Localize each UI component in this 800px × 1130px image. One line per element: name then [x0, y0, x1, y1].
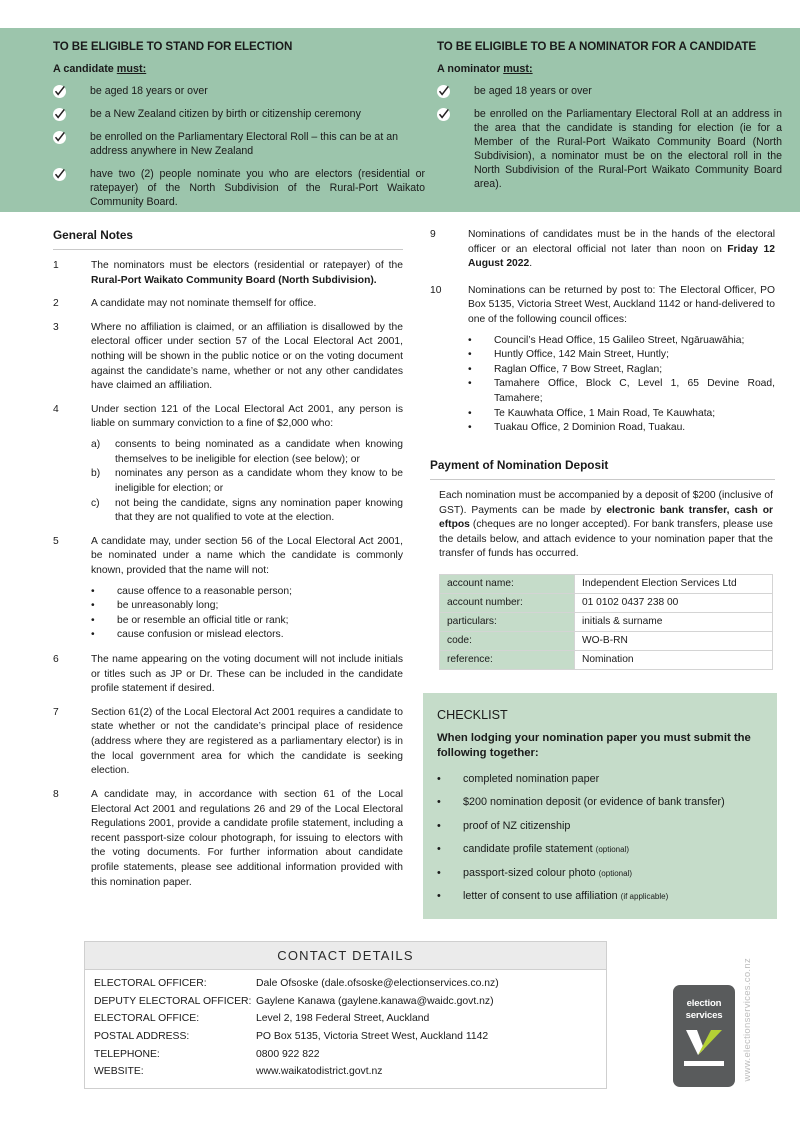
note-number: 3 — [53, 321, 59, 333]
bullet-icon: • — [437, 796, 441, 808]
table-row — [85, 1063, 606, 1081]
contact-rows — [85, 970, 606, 1088]
list-item — [437, 890, 761, 902]
deposit-heading: Payment of Nomination Deposit — [430, 458, 775, 480]
office-text: Raglan Office, 7 Bow Street, Raglan; — [494, 363, 663, 375]
note-8 — [53, 788, 403, 890]
note-2 — [53, 297, 403, 312]
contact-value: www.waikatodistrict.govt.nz — [256, 1066, 383, 1078]
stand-requirements-list — [53, 84, 425, 210]
table-row — [440, 631, 773, 650]
table-row — [440, 593, 773, 612]
note-text — [468, 284, 775, 436]
bullet-icon: • — [468, 422, 472, 434]
nominator-requirements-list — [437, 84, 782, 192]
note-number: 4 — [53, 403, 59, 415]
deposit-payment-methods: electronic bank transfer, cash or eftpos — [439, 504, 773, 531]
bank-field-label: code: — [440, 631, 575, 650]
bullet-icon: • — [468, 363, 472, 375]
checklist-item-text — [463, 867, 632, 879]
sub-label: b) — [91, 468, 101, 480]
contact-value: 0800 922 822 — [256, 1048, 320, 1060]
table-row — [85, 975, 606, 993]
contact-label: TELEPHONE: — [94, 1048, 160, 1060]
note-text-bold: Rural-Port Waikato Community Board (North Subdivision). — [91, 274, 377, 286]
deposit-text-end: (cheques are no longer accepted). For bank transfers, please use the details below, and attach evidence to your nomination paper that the transfer of funds has occurred. — [439, 519, 773, 560]
bullet-icon: • — [437, 866, 441, 879]
bank-field-label: particulars: — [440, 612, 575, 631]
table-row — [440, 574, 773, 593]
stand-subtitle-pre: A candidate — [53, 63, 117, 75]
list-item — [468, 363, 775, 378]
list-item — [437, 843, 761, 855]
council-offices-list — [468, 334, 775, 436]
check-icon — [53, 108, 66, 121]
contact-label: WEBSITE: — [94, 1066, 144, 1078]
bullet-icon: • — [437, 843, 441, 855]
note-number: 1 — [53, 260, 59, 271]
note-text-part: The nominators must be electors (residential or ratepayer) of the — [91, 260, 403, 271]
note-number: 9 — [430, 229, 436, 240]
checklist-item-note: (if applicable) — [620, 892, 669, 901]
deposit-text-part: Each nomination must be accompanied by a deposit of $200 (inclusive of GST). Payments can be made by — [439, 489, 773, 516]
note-1 — [53, 259, 403, 288]
check-icon — [437, 108, 450, 121]
note-text — [91, 535, 403, 643]
contact-value: Gaylene Kanawa (gaylene.kanawa@waidc.govt.nz) — [256, 995, 494, 1007]
bullet-text: be unreasonably long; — [117, 600, 219, 612]
bullet-icon: • — [91, 614, 95, 626]
bullet-icon: • — [468, 378, 472, 390]
note-number: 6 — [53, 654, 59, 666]
list-item — [437, 773, 761, 785]
list-item — [91, 467, 403, 496]
logo-text-line-1: election — [686, 998, 722, 1009]
office-text: Tamahere Office, Block C, Level 1, 65 Devine Road, Tamahere; — [494, 378, 775, 405]
checklist-item-label: proof of NZ citizenship — [463, 819, 571, 832]
note-number: 10 — [430, 284, 442, 296]
note-number: 8 — [53, 788, 59, 800]
note-number: 7 — [53, 706, 59, 718]
bank-field-value: 01 0102 0437 238 00 — [575, 593, 773, 612]
nominator-subtitle — [437, 63, 782, 75]
bullet-text: be or resemble an official title or rank; — [117, 614, 289, 626]
note-5 — [53, 535, 403, 643]
checklist-items — [437, 773, 761, 903]
list-item — [468, 334, 775, 349]
note-text: Where no affiliation is claimed, or an affiliation is disallowed by the electoral officer under section 57 of the Local Electoral Act 2001, nothing will be shown in the public notice or on the voting document against the candidate’s name, whether or not any other candidates have claimed an affiliation. — [91, 321, 403, 392]
note-number: 2 — [53, 298, 59, 310]
checklist-item-label: completed nomination paper — [463, 772, 600, 785]
election-services-logo — [673, 985, 735, 1087]
note-text: Section 61(2) of the Local Electoral Act 2001 requires a candidate to state whether or not the candidate’s principal place of residence (address where they are registered as a parliamentary elector) is in the local government area for which the candidate is seeking election. — [91, 706, 403, 777]
note-7 — [53, 706, 403, 779]
list-item — [468, 377, 775, 406]
checklist-item-label: passport-sized colour photo — [463, 866, 599, 879]
list-item — [437, 820, 761, 832]
note-number: 5 — [53, 535, 59, 547]
check-icon — [437, 85, 450, 98]
list-item — [91, 497, 403, 526]
checklist-panel — [423, 693, 777, 919]
list-item — [91, 599, 403, 614]
checklist-item-text — [463, 796, 725, 808]
requirement-text: be enrolled on the Parliamentary Electoral Roll – this can be at an address anywhere in New Zealand — [90, 131, 398, 158]
list-item — [437, 107, 782, 191]
list-item — [437, 867, 761, 879]
nominator-title: TO BE ELIGIBLE TO BE A NOMINATOR FOR A CANDIDATE — [437, 40, 756, 53]
checklist-item-label: candidate profile statement — [463, 843, 596, 855]
deposit-paragraph — [439, 489, 773, 562]
checklist-item-label: letter of consent to use affiliation — [463, 890, 621, 902]
contact-details-heading: CONTACT DETAILS — [85, 942, 606, 970]
bank-field-label: reference: — [440, 650, 575, 669]
list-item — [437, 84, 782, 98]
bullet-icon: • — [468, 334, 472, 346]
note-lead: Under section 121 of the Local Electoral Act 2001, any person is liable on summary conviction to a fine of $2,000 who: — [91, 403, 403, 430]
office-text: Council’s Head Office, 15 Galileo Street, Ngāruawāhia; — [494, 334, 745, 346]
bullet-icon: • — [437, 890, 441, 902]
sub-text: consents to being nominated as a candidate when knowing themselves to be ineligible for election (see below); or — [115, 439, 403, 465]
stand-subtitle-must: must: — [116, 63, 147, 75]
bullet-icon: • — [437, 772, 441, 785]
office-text: Huntly Office, 142 Main Street, Huntly; — [494, 349, 669, 361]
tick-mark-icon — [684, 1029, 724, 1055]
check-icon — [53, 85, 66, 98]
bank-field-label: account number: — [440, 593, 575, 612]
bullet-text: cause confusion or mislead electors. — [117, 629, 284, 641]
bullet-icon: • — [468, 407, 472, 419]
checklist-item-text — [463, 843, 629, 855]
bullet-icon: • — [91, 585, 95, 597]
sub-text: nominates any person as a candidate whom they know to be ineligible for election; or — [115, 468, 403, 494]
note-text: A candidate may, in accordance with section 61 of the Local Electoral Act 2001 and regulations 26 and 29 of the Local Electoral Regulations 2001, provide a candidate profile statement, including a recent passport-size colour photograph, for issuing to electors with the voting documents. For further information about candidate profile statements, please see additional information provided with this nomination paper. — [91, 788, 403, 888]
checklist-item-label: $200 nomination deposit (or evidence of bank transfer) — [463, 796, 725, 808]
stand-subtitle — [53, 63, 425, 75]
note-3 — [53, 321, 403, 394]
bullet-icon: • — [468, 349, 472, 361]
note-10 — [430, 284, 775, 436]
checklist-title: CHECKLIST — [437, 708, 508, 722]
note-4 — [53, 403, 403, 526]
requirement-text: have two (2) people nominate you who are electors (residential or ratepayer) of the North Subdivision of the Rural-Port Waikato Community Board. — [90, 168, 425, 209]
list-item — [91, 614, 403, 629]
checklist-lead: When lodging your nomination paper you must submit the following together: — [437, 732, 751, 760]
stand-title: TO BE ELIGIBLE TO STAND FOR ELECTION — [53, 40, 293, 53]
check-icon — [53, 131, 66, 144]
contact-label: ELECTORAL OFFICE: — [94, 1013, 200, 1025]
checklist-item-text — [463, 773, 599, 785]
list-item — [468, 407, 775, 422]
list-item — [437, 796, 761, 808]
note-text — [91, 259, 403, 288]
note-text-end: . — [529, 258, 533, 270]
sub-label: c) — [91, 497, 100, 509]
note-lead: Nominations can be returned by post to: The Electoral Officer, PO Box 5135, Victoria Street West, Auckland 1142 or hand-delivered to one of the following council offices: — [468, 284, 775, 326]
requirement-text: be aged 18 years or over — [90, 85, 208, 97]
deadline-date: Friday 12 August 2022 — [468, 243, 775, 270]
list-item — [53, 84, 425, 98]
logo-text-line-2: services — [685, 1009, 723, 1021]
checklist-item-text — [463, 820, 570, 832]
contact-value: PO Box 5135, Victoria Street West, Auckland 1142 — [256, 1031, 489, 1043]
list-item — [91, 628, 403, 643]
contact-details-table — [84, 941, 607, 1089]
requirement-text: be a New Zealand citizen by birth or citizenship ceremony — [90, 108, 361, 121]
list-item — [53, 130, 425, 158]
note-lead: A candidate may, under section 56 of the Local Electoral Act 2001, be nominated under a name which the candidate is commonly known, provided that the name will not: — [91, 535, 403, 576]
note-5-bullets — [91, 585, 403, 643]
eligibility-stand-column — [53, 28, 425, 212]
sub-text: not being the candidate, signs any nomination paper knowing that they are not qualified to vote at the election. — [115, 497, 403, 524]
table-row — [85, 1045, 606, 1063]
office-text: Tuakau Office, 2 Dominion Road, Tuakau. — [494, 422, 686, 434]
bullet-icon: • — [437, 819, 441, 832]
eligibility-nominator-column — [437, 28, 782, 212]
sub-label: a) — [91, 439, 101, 451]
requirement-text: be enrolled on the Parliamentary Electoral Roll at an address in the area that the candidate is standing for election (ie for a Member of the Rural-Port Waikato Community Board (North Subdivision), a nominator must be on the electoral roll in the North Subdivision of the Rural-Port Waikato Community Board area). — [474, 108, 782, 191]
checklist-item-note: (optional) — [598, 868, 632, 878]
table-row — [85, 993, 606, 1011]
table-row — [85, 1028, 606, 1046]
check-icon — [53, 168, 66, 181]
table-row — [440, 650, 773, 669]
general-notes-column — [53, 228, 403, 899]
nominator-subtitle-pre: A nominator — [437, 63, 504, 75]
note-text — [91, 403, 403, 526]
checklist-item-text — [463, 890, 668, 902]
list-item — [91, 438, 403, 467]
contact-value: Dale Ofsoske (dale.ofsoske@electionservices.co.nz) — [256, 978, 499, 990]
contact-label: POSTAL ADDRESS: — [94, 1031, 190, 1043]
bullet-icon: • — [91, 600, 95, 612]
nominator-subtitle-must: must: — [503, 63, 533, 75]
note-4-sublist — [91, 438, 403, 526]
bank-details-table — [439, 574, 773, 670]
office-text: Te Kauwhata Office, 1 Main Road, Te Kauwhata; — [494, 407, 716, 419]
right-column — [430, 228, 775, 670]
contact-label: DEPUTY ELECTORAL OFFICER: — [94, 995, 252, 1007]
list-item — [91, 585, 403, 600]
eligibility-banner — [0, 28, 800, 212]
bank-field-value: initials & surname — [575, 612, 773, 631]
vertical-website-url: www.electionservices.co.nz — [742, 958, 753, 1082]
list-item — [468, 348, 775, 363]
bank-field-value: Nomination — [575, 650, 773, 669]
contact-label: ELECTORAL OFFICER: — [94, 978, 207, 990]
note-text-part: Nominations of candidates must be in the hands of the electoral officer or an electoral official not later than noon on — [468, 229, 775, 255]
note-6 — [53, 653, 403, 697]
list-item — [53, 167, 425, 209]
table-row — [85, 1010, 606, 1028]
list-item — [53, 107, 425, 121]
general-notes-heading: General Notes — [53, 228, 403, 250]
list-item — [468, 421, 775, 436]
bullet-icon: • — [91, 629, 95, 641]
checklist-item-note: (optional) — [595, 845, 630, 854]
logo-underline-bar — [684, 1061, 724, 1066]
requirement-text: be aged 18 years or over — [474, 85, 592, 97]
bullet-text: cause offence to a reasonable person; — [117, 585, 292, 597]
bank-field-value: WO-B-RN — [575, 631, 773, 650]
contact-value: Level 2, 198 Federal Street, Auckland — [256, 1013, 430, 1025]
note-text: A candidate may not nominate themself for office. — [91, 298, 317, 310]
note-9 — [430, 228, 775, 272]
bank-field-value: Independent Election Services Ltd — [575, 574, 773, 593]
note-text — [468, 228, 775, 272]
bank-field-label: account name: — [440, 574, 575, 593]
note-text: The name appearing on the voting document will not include initials or titles such as JP or Dr. These can be included in the candidate profile statement if desired. — [91, 654, 403, 695]
table-row — [440, 612, 773, 631]
